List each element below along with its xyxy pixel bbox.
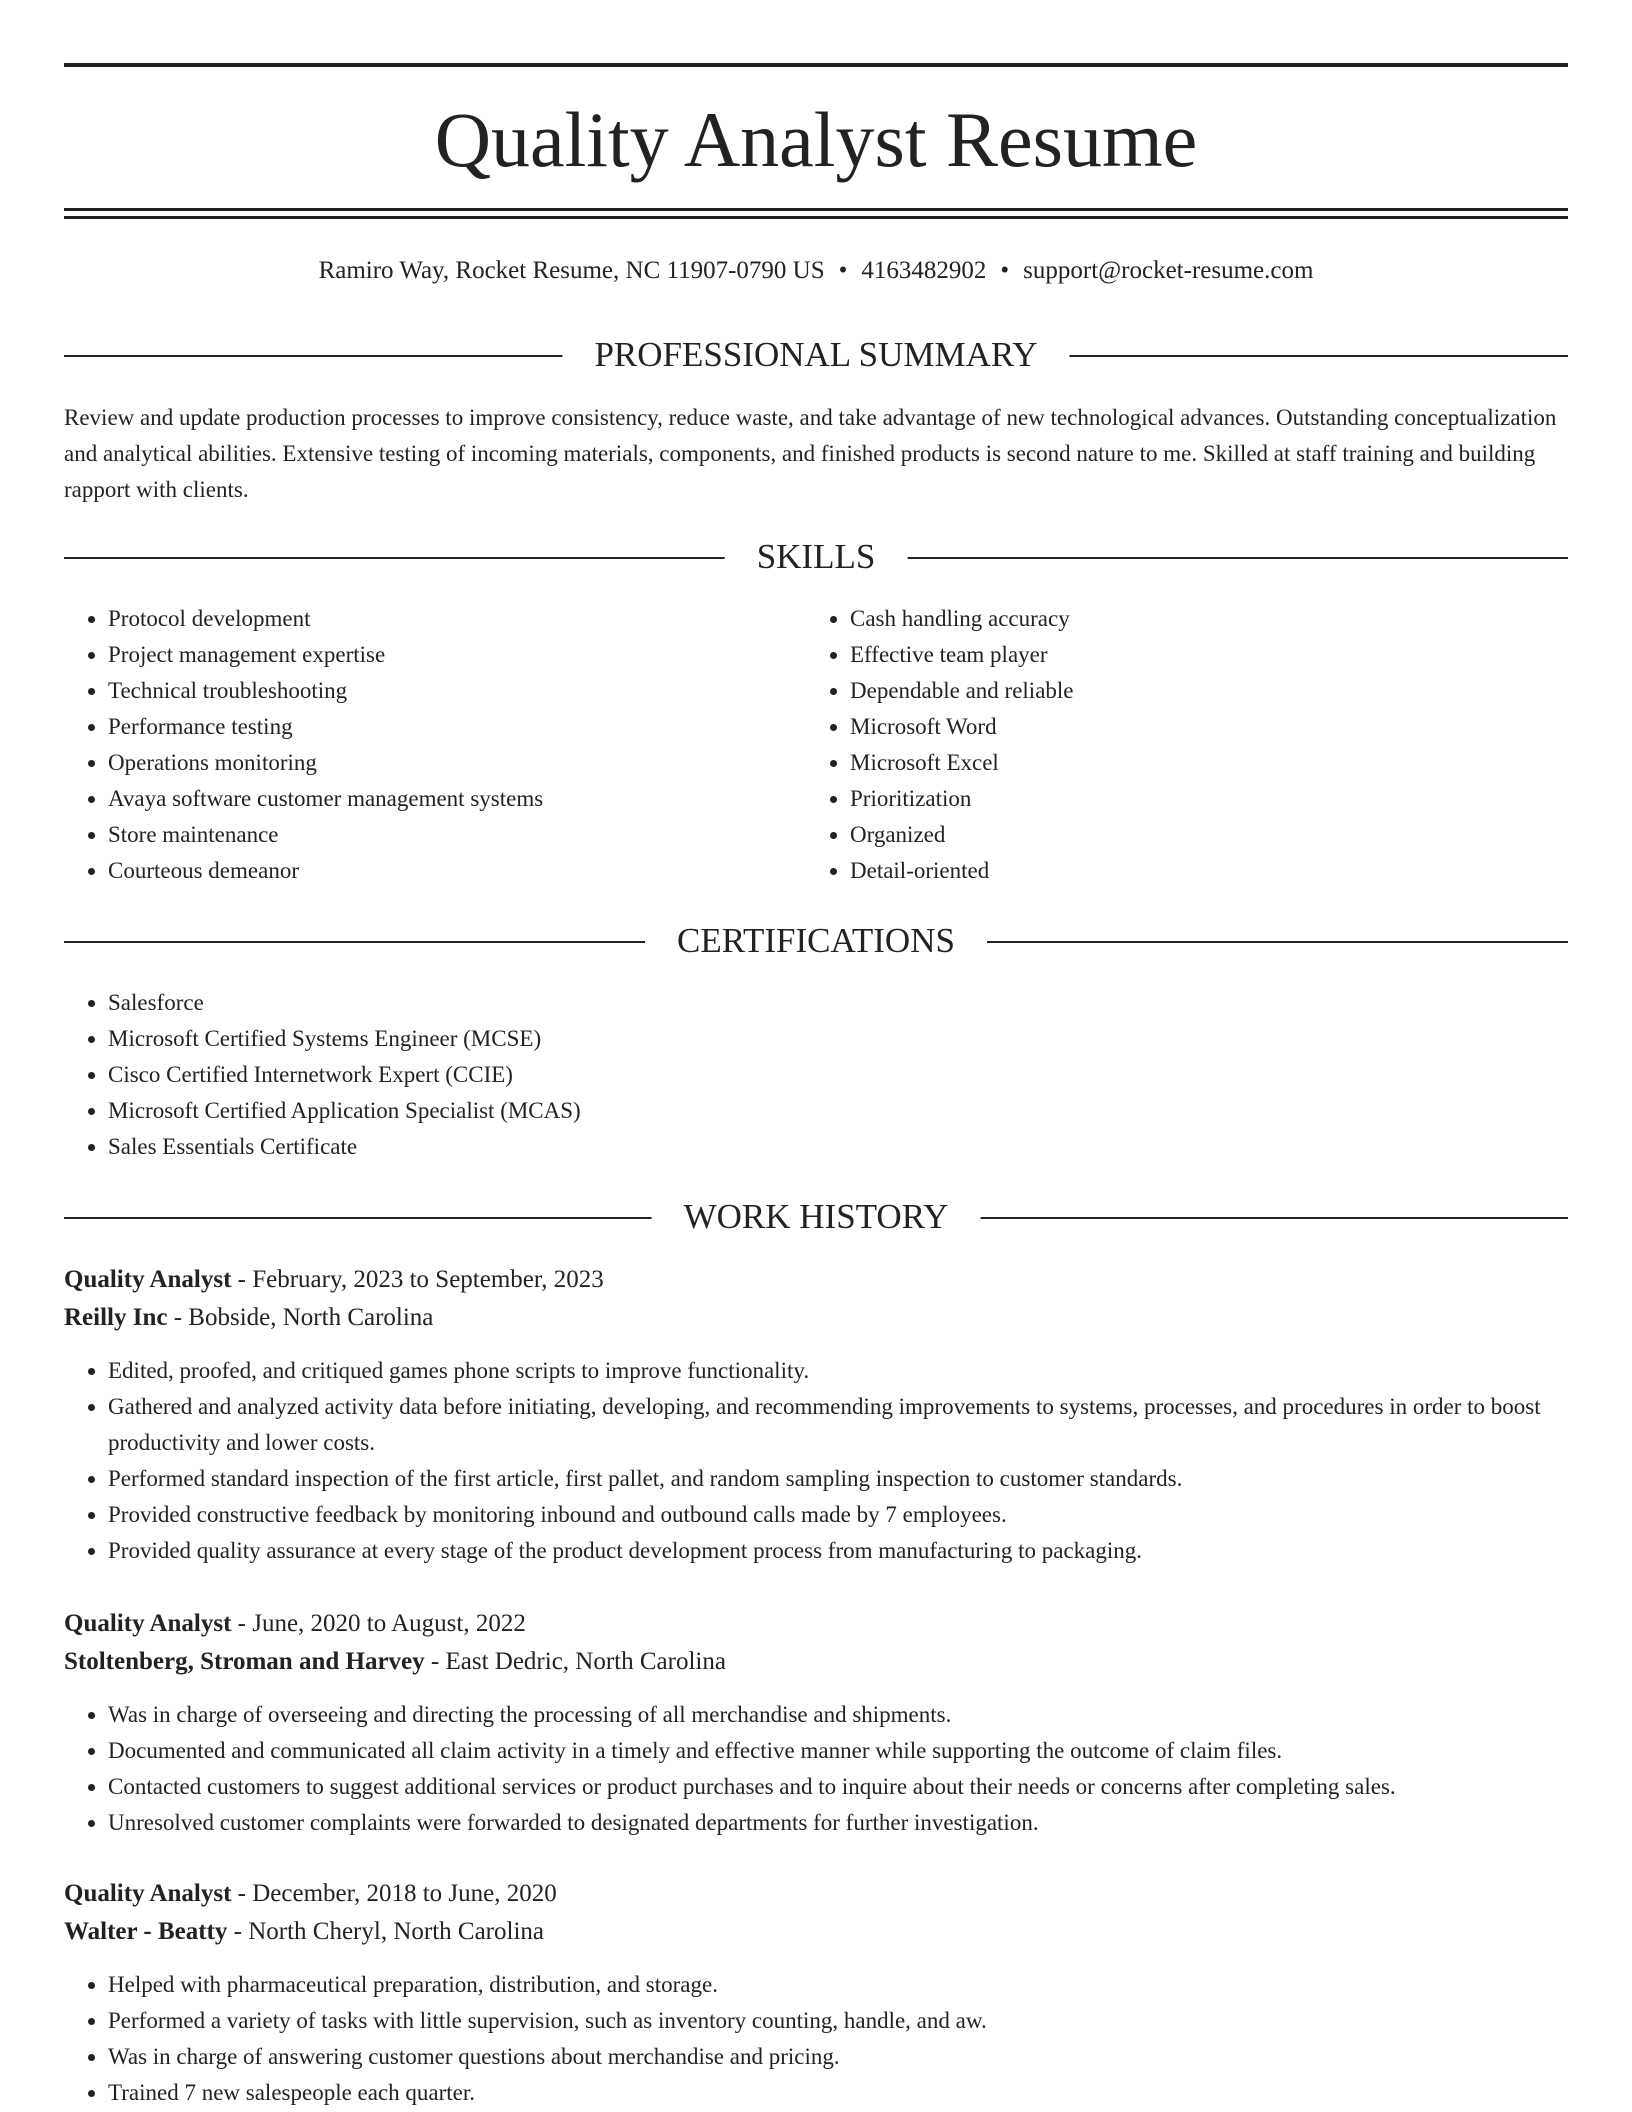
skill-item: • Cash handling accuracy — [850, 601, 1546, 637]
skill-item: • Effective team player — [850, 637, 1546, 673]
job-duty-item: • Was in charge of overseeing and directing the processing of all merchandise and shipments. — [108, 1697, 1568, 1733]
contact-separator: • — [838, 257, 848, 284]
header-bottom-rule-2 — [64, 216, 1568, 219]
job-entry — [64, 1605, 1568, 1841]
job-duty-item: • Unresolved customer complaints were forwarded to designated departments for further investigation. — [108, 1805, 1568, 1841]
job-title: Quality Analyst — [64, 1266, 232, 1293]
certifications-block — [64, 985, 1064, 1165]
contact-email: support@rocket-resume.com — [1023, 257, 1314, 284]
section-header-skills — [64, 537, 1568, 577]
job-duty-item: • Contacted customers to suggest additional services or product purchases and to inquire about their needs or concerns after completing sales. — [108, 1769, 1568, 1805]
job-entry — [64, 1875, 1568, 2111]
skill-item: • Dependable and reliable — [850, 673, 1546, 709]
skills-column-right — [806, 601, 1546, 889]
job-title-line — [64, 1261, 1568, 1299]
job-duty-item: • Provided quality assurance at every stage of the product development process from manufacturing to packaging. — [108, 1533, 1568, 1569]
job-duty-item: • Documented and communicated all claim activity in a timely and effective manner while supporting the outcome of claim files. — [108, 1733, 1568, 1769]
job-location: - Bobside, North Carolina — [167, 1304, 434, 1331]
contact-address: Ramiro Way, Rocket Resume, NC 11907-0790 US — [318, 257, 825, 284]
job-title: Quality Analyst — [64, 1610, 232, 1637]
contact-phone: 4163482902 — [861, 257, 987, 284]
section-title-work: WORK HISTORY — [652, 1197, 981, 1237]
certification-item: • Sales Essentials Certificate — [108, 1129, 1064, 1165]
job-title-line — [64, 1605, 1568, 1643]
job-duty-item: • Edited, proofed, and critiqued games phone scripts to improve functionality. — [108, 1353, 1568, 1389]
job-location: - North Cheryl, North Carolina — [227, 1918, 544, 1945]
job-title-line — [64, 1875, 1568, 1913]
skill-item: • Operations monitoring — [108, 745, 784, 781]
certification-item: • Microsoft Certified Application Specialist (MCAS) — [108, 1093, 1064, 1129]
skill-item: • Microsoft Word — [850, 709, 1546, 745]
job-company: Stoltenberg, Stroman and Harvey — [64, 1648, 425, 1675]
job-duty-item: • Helped with pharmaceutical preparation, distribution, and storage. — [108, 1967, 1568, 2003]
job-dates: - June, 2020 to August, 2022 — [231, 1610, 526, 1637]
job-company-line — [64, 1299, 1568, 1337]
header-top-rule — [64, 63, 1568, 67]
job-duty-item: • Was in charge of answering customer questions about merchandise and pricing. — [108, 2039, 1568, 2075]
contact-separator: • — [1000, 257, 1010, 284]
page-title: Quality Analyst Resume — [434, 96, 1198, 183]
section-header-work — [64, 1197, 1568, 1237]
job-dates: - December, 2018 to June, 2020 — [231, 1880, 557, 1907]
section-title-certifications: CERTIFICATIONS — [645, 921, 987, 961]
job-title: Quality Analyst — [64, 1880, 232, 1907]
skill-item: • Protocol development — [108, 601, 784, 637]
skill-item: • Avaya software customer management systems — [108, 781, 784, 817]
skill-item: • Store maintenance — [108, 817, 784, 853]
job-duty-item: • Performed a variety of tasks with little supervision, such as inventory counting, handle, and aw. — [108, 2003, 1568, 2039]
job-company: Reilly Inc — [64, 1304, 168, 1331]
job-dates: - February, 2023 to September, 2023 — [231, 1266, 604, 1293]
skill-item: • Organized — [850, 817, 1546, 853]
skills-list-right — [806, 601, 1546, 889]
skill-item: • Project management expertise — [108, 637, 784, 673]
job-duty-item: • Provided constructive feedback by monitoring inbound and outbound calls made by 7 employees. — [108, 1497, 1568, 1533]
job-duty-item: • Performed standard inspection of the first article, first pallet, and random sampling inspection to customer standards. — [108, 1461, 1568, 1497]
skill-item: • Technical troubleshooting — [108, 673, 784, 709]
skill-item: • Courteous demeanor — [108, 853, 784, 889]
job-company: Walter - Beatty — [64, 1918, 228, 1945]
job-company-line — [64, 1913, 1568, 1951]
job-duties-list — [64, 1967, 1568, 2111]
section-title-skills: SKILLS — [725, 537, 908, 577]
header-bottom-rule — [64, 208, 1568, 211]
job-location: - East Dedric, North Carolina — [424, 1648, 726, 1675]
section-title-summary: PROFESSIONAL SUMMARY — [562, 335, 1069, 375]
skill-item: • Microsoft Excel — [850, 745, 1546, 781]
certifications-list — [64, 985, 1064, 1165]
job-entry — [64, 1261, 1568, 1569]
section-header-certifications — [64, 921, 1568, 961]
certification-item: • Cisco Certified Internetwork Expert (CCIE) — [108, 1057, 1064, 1093]
skills-list-left — [64, 601, 784, 889]
certification-item: • Salesforce — [108, 985, 1064, 1021]
certification-item: • Microsoft Certified Systems Engineer (MCSE) — [108, 1021, 1064, 1057]
skill-item: • Performance testing — [108, 709, 784, 745]
job-duties-list — [64, 1353, 1568, 1569]
section-header-summary — [64, 335, 1568, 375]
job-duty-item: • Gathered and analyzed activity data before initiating, developing, and recommending improvements to systems, processes, and procedures in order to boost productivity and lower costs. — [108, 1389, 1568, 1461]
skills-column-left — [64, 601, 784, 889]
job-duties-list — [64, 1697, 1568, 1841]
skill-item: • Prioritization — [850, 781, 1546, 817]
job-duty-item: • Trained 7 new salespeople each quarter. — [108, 2075, 1568, 2111]
job-company-line — [64, 1643, 1568, 1681]
summary-text: Review and update production processes to improve consistency, reduce waste, and take advantage of new technological advances. Outstanding conceptualization and analytical abilities. Extensive testing of incoming materials, components, and finished products is second nature to me. Skilled at staff training and building rapport with clients. — [64, 405, 1557, 502]
skill-item: • Detail-oriented — [850, 853, 1546, 889]
contact-line — [64, 254, 1568, 288]
